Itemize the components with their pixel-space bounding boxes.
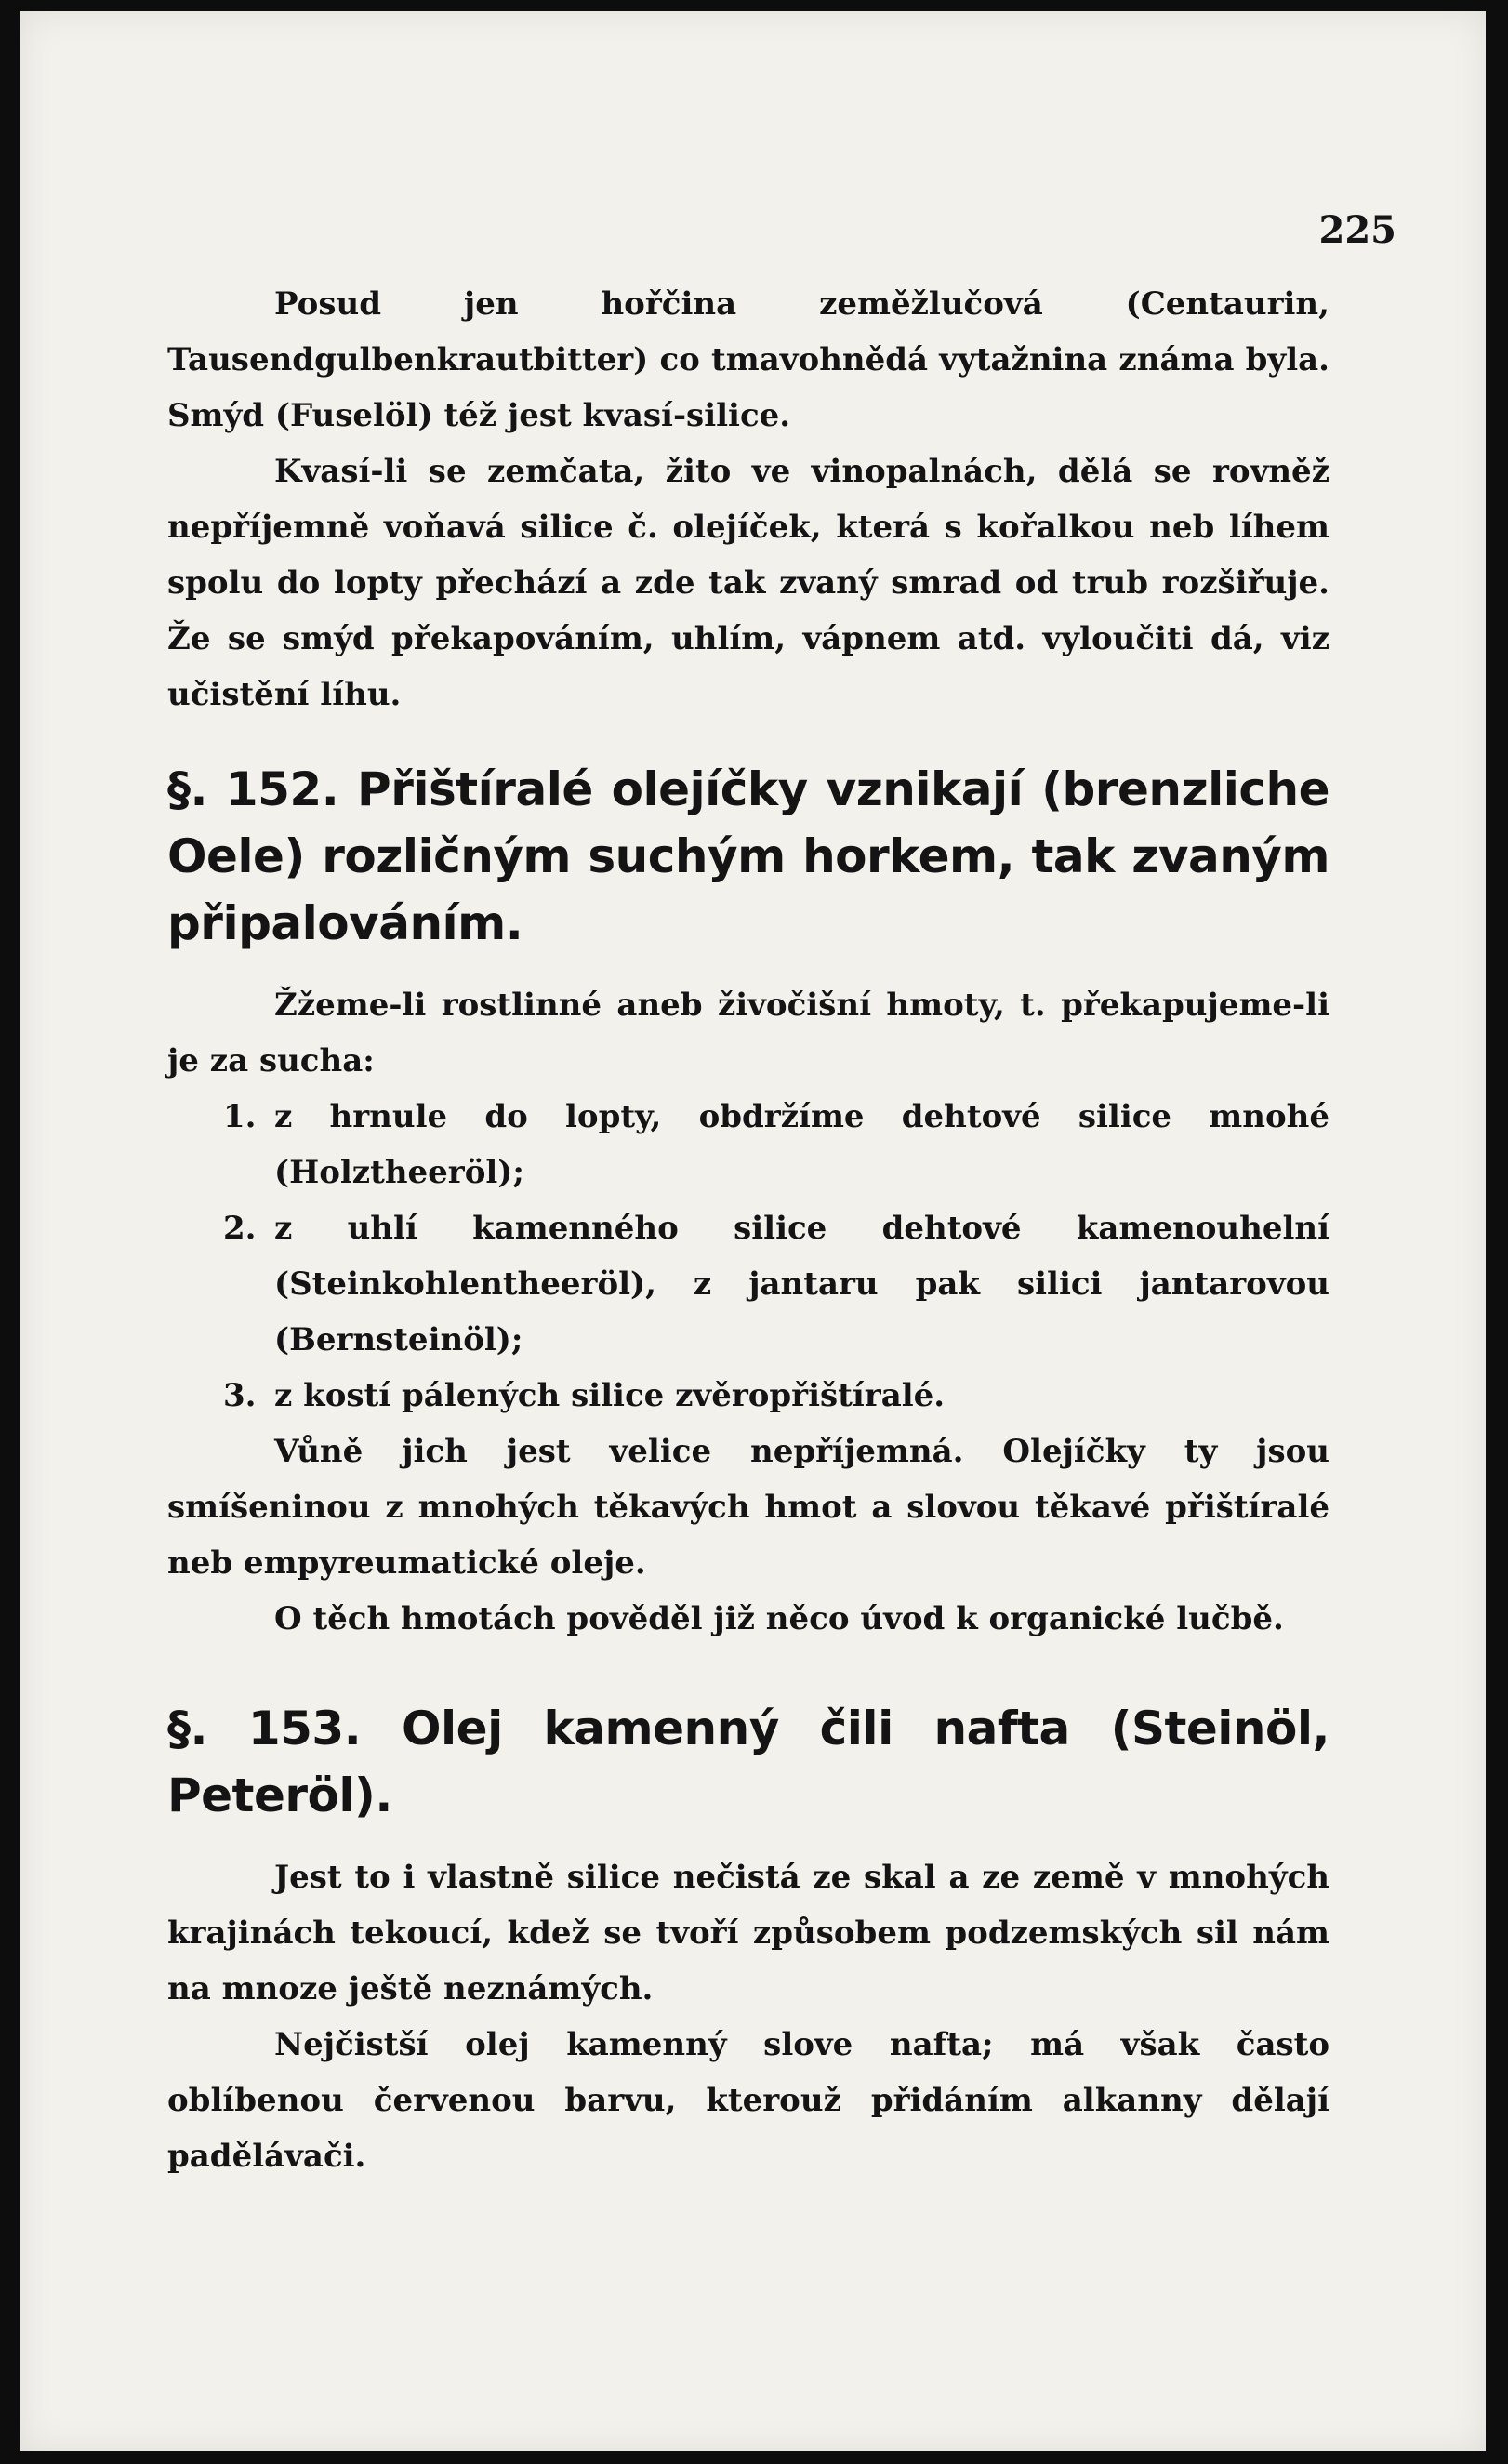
paragraph-smell: Vůně jich jest velice nepříjemná. Olejíčky ty jsou smíšeninou z mnohých těkavých hmot a slovou těkavé přištíralé neb empyreumatické oleje. (167, 1433, 1329, 1582)
paragraph-reference: O těch hmotách pověděl již něco úvod k organické lučbě. (274, 1600, 1284, 1637)
book-page (20, 11, 1486, 2451)
section-152-heading: §. 152. Přištíralé olejíčky vznikají (brenzliche Oele) rozličným suchým horkem, tak zvaným připalováním. (167, 762, 1329, 950)
paragraph-naphtha: Nejčistší olej kamenný slove nafta; má však často oblíbenou červenou barvu, kterouž přidáním alkanny dělají padělávači. (167, 2026, 1329, 2175)
section-153-heading: §. 153. Olej kamenný čili nafta (Steinöl, Peteröl). (167, 1702, 1329, 1822)
paragraph-petroleum-origin: Jest to i vlastně silice nečistá ze skal a ze země v mnohých krajinách tekoucí, kdež se tvoří způsobem podzemských sil nám na mnoze ještě neznámých. (167, 1859, 1329, 2007)
paragraph-fusel-oil: Kvasí-li se zemčata, žito ve vinopalnách, dělá se rovněž nepříjemně voňavá silice č. olejíček, která s kořalkou neb líhem spolu do lopty přechází a zde tak zvaný smrad od trub rozšiřuje. Že se smýd překapováním, uhlím, vápnem atd. vyloučiti dá, viz učistění líhu. (167, 453, 1329, 713)
list-item (167, 1200, 1329, 1368)
list-item-number: 1 . (223, 1089, 257, 1145)
list-item-text: z uhlí kamenného silice dehtové kamenouhelní (Steinkohlentheeröl), z jantaru pak silici jantarovou (Bernsteinöl); (274, 1210, 1329, 1358)
list-item (167, 1368, 1329, 1424)
page-text (167, 276, 1329, 2184)
section-152-lead: Žžeme-li rostlinné aneb živočišní hmoty, t. překapujeme-li je za sucha: (167, 987, 1329, 1080)
distillation-list (167, 1089, 1329, 1424)
list-item-text: z hrnule do lopty, obdržíme dehtové silice mnohé (Holztheeröl); (274, 1098, 1329, 1191)
paragraph-bitterness: Posud jen hořčina zeměžlučová (Centaurin, Tausendgulbenkrautbitter) co tmavohnědá vytažnina známa byla. Smýd (Fuselöl) též jest kvasí-silice. (167, 285, 1329, 434)
list-item (167, 1089, 1329, 1200)
list-item-number: 3 . (223, 1368, 257, 1424)
list-item-text: z kostí pálených silice zvěropřištíralé. (274, 1377, 946, 1414)
page-number: 225 (1318, 208, 1396, 252)
list-item-number: 2 . (223, 1200, 257, 1256)
